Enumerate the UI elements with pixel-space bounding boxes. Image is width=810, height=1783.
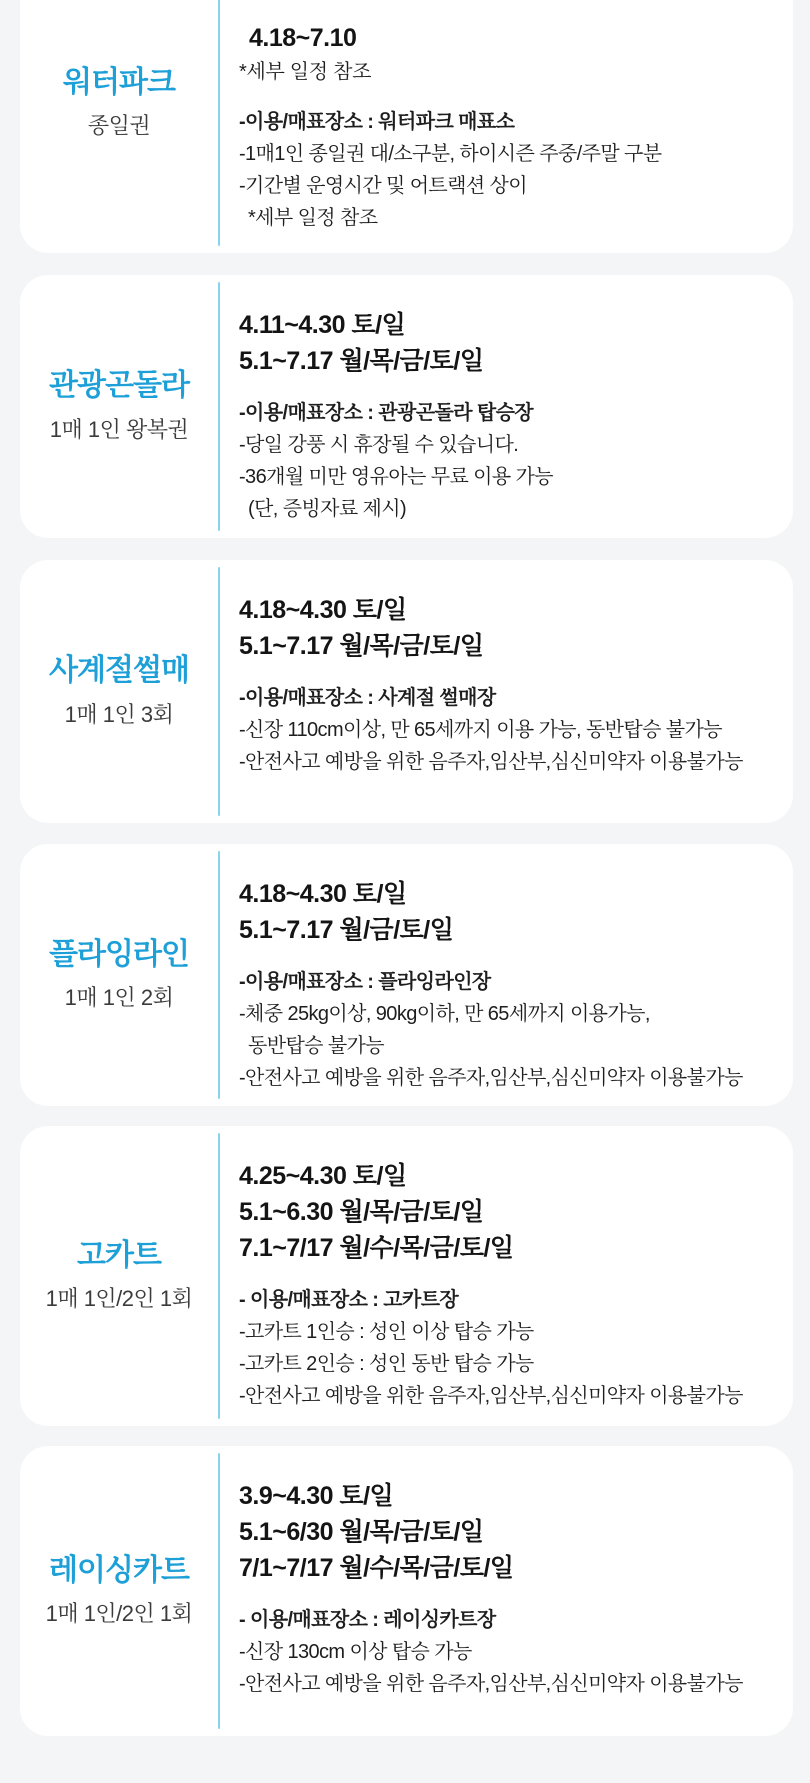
ticket-card-waterpark <box>20 0 793 253</box>
detail-line: -당일 강풍 시 휴장될 수 있습니다. <box>239 434 519 456</box>
ticket-unit-label: 1매 1인 왕복권 <box>49 416 189 442</box>
detail-line: - 이용/매표장소 : 레이싱카트장 <box>239 1609 496 1631</box>
operating-period-block <box>239 20 785 88</box>
operating-period-line: 5.1~7.17 월/금/토/일 <box>239 916 454 944</box>
ticket-name-column <box>20 560 218 823</box>
operating-period-line: 5.1~6.30 월/목/금/토/일 <box>239 1198 484 1226</box>
detail-line: -이용/매표장소 : 플라잉라인장 <box>239 971 491 993</box>
ticket-unit-label: 1매 1인 2회 <box>64 985 174 1011</box>
operating-period-line: 3.9~4.30 토/일 <box>239 1482 394 1510</box>
ticket-info-column <box>220 0 793 253</box>
ticket-name-column <box>20 0 218 253</box>
ticket-unit-label: 1매 1인/2인 1회 <box>45 1286 193 1312</box>
operating-period-line: 5.1~6/30 월/목/금/토/일 <box>239 1518 484 1546</box>
operating-period-line: 4.18~7.10 <box>249 24 357 52</box>
detail-line: -안전사고 예방을 위한 음주자,임산부,심신미약자 이용불가능 <box>239 1385 743 1407</box>
ticket-title: 고카트 <box>77 1238 161 1272</box>
operating-period-line: 4.18~4.30 토/일 <box>239 596 407 624</box>
ticket-info-column <box>220 1446 793 1736</box>
operating-period-block <box>239 876 785 948</box>
detail-line: -체중 25kg이상, 90kg이하, 만 65세까지 이용가능, <box>239 1003 650 1025</box>
ticket-info-column <box>220 1126 793 1426</box>
detail-line: -기간별 운영시간 및 어트랙션 상이 <box>239 175 527 197</box>
ticket-info-column <box>220 275 793 538</box>
detail-line: 동반탑승 불가능 <box>248 1035 384 1057</box>
ticket-name-column <box>20 1126 218 1426</box>
ticket-card-gokart <box>20 1126 793 1426</box>
operating-period-line: 4.18~4.30 토/일 <box>239 880 407 908</box>
ticket-title: 레이싱카트 <box>49 1553 189 1587</box>
detail-line: (단, 증빙자료 제시) <box>248 498 407 520</box>
detail-line: -1매1인 종일권 대/소구분, 하이시즌 주중/주말 구분 <box>239 143 662 165</box>
ticket-name-column <box>20 1446 218 1736</box>
ticket-title: 플라잉라인 <box>49 937 189 971</box>
detail-line: -안전사고 예방을 위한 음주자,임산부,심신미약자 이용불가능 <box>239 1067 743 1089</box>
detail-line: -이용/매표장소 : 워터파크 매표소 <box>239 111 515 133</box>
ticket-unit-label: 1매 1인/2인 1회 <box>45 1601 193 1627</box>
ticket-name-column <box>20 844 218 1106</box>
operating-period-line: 4.25~4.30 토/일 <box>239 1162 407 1190</box>
detail-lines <box>239 106 785 234</box>
operating-period-block <box>239 1478 785 1586</box>
ticket-title: 사계절썰매 <box>49 654 189 688</box>
ticket-info-column <box>220 844 793 1106</box>
ticket-unit-label: 1매 1인 3회 <box>64 701 174 727</box>
detail-line: -이용/매표장소 : 관광곤돌라 탑승장 <box>239 402 534 424</box>
schedule-note: *세부 일정 참조 <box>239 61 372 83</box>
ticket-unit-label: 종일권 <box>87 113 151 139</box>
ticket-title: 관광곤돌라 <box>49 369 189 403</box>
ticket-card-sled <box>20 560 793 823</box>
detail-line: -고카트 1인승 : 성인 이상 탑승 가능 <box>239 1321 534 1343</box>
detail-line: - 이용/매표장소 : 고카트장 <box>239 1289 459 1311</box>
ticket-card-flyingline <box>20 844 793 1106</box>
operating-period-line: 7/1~7/17 월/수/목/금/토/일 <box>239 1554 514 1582</box>
detail-lines <box>239 966 785 1094</box>
detail-line: -안전사고 예방을 위한 음주자,임산부,심신미약자 이용불가능 <box>239 751 743 773</box>
operating-period-block <box>239 1158 785 1266</box>
operating-period-block <box>239 307 785 379</box>
operating-period-line: 5.1~7.17 월/목/금/토/일 <box>239 632 484 660</box>
operating-period-line: 7.1~7/17 월/수/목/금/토/일 <box>239 1234 514 1262</box>
operating-period-line: 5.1~7.17 월/목/금/토/일 <box>239 347 484 375</box>
detail-line: -36개월 미만 영유아는 무료 이용 가능 <box>239 466 553 488</box>
detail-lines <box>239 397 785 525</box>
detail-line: -이용/매표장소 : 사계절 썰매장 <box>239 687 496 709</box>
detail-line: -신장 110cm이상, 만 65세까지 이용 가능, 동반탑승 불가능 <box>239 719 722 741</box>
detail-line: -고카트 2인승 : 성인 동반 탑승 가능 <box>239 1353 534 1375</box>
ticket-title: 워터파크 <box>63 65 175 99</box>
detail-lines <box>239 682 785 778</box>
ticket-card-gondola <box>20 275 793 538</box>
operating-period-line: 4.11~4.30 토/일 <box>239 311 406 339</box>
detail-line: -안전사고 예방을 위한 음주자,임산부,심신미약자 이용불가능 <box>239 1673 743 1695</box>
ticket-name-column <box>20 275 218 538</box>
detail-line: *세부 일정 참조 <box>248 207 378 229</box>
detail-line: -신장 130cm 이상 탑승 가능 <box>239 1641 472 1663</box>
ticket-info-column <box>220 560 793 823</box>
ticket-card-racingkart <box>20 1446 793 1736</box>
operating-period-block <box>239 592 785 664</box>
detail-lines <box>239 1284 785 1412</box>
detail-lines <box>239 1604 785 1700</box>
